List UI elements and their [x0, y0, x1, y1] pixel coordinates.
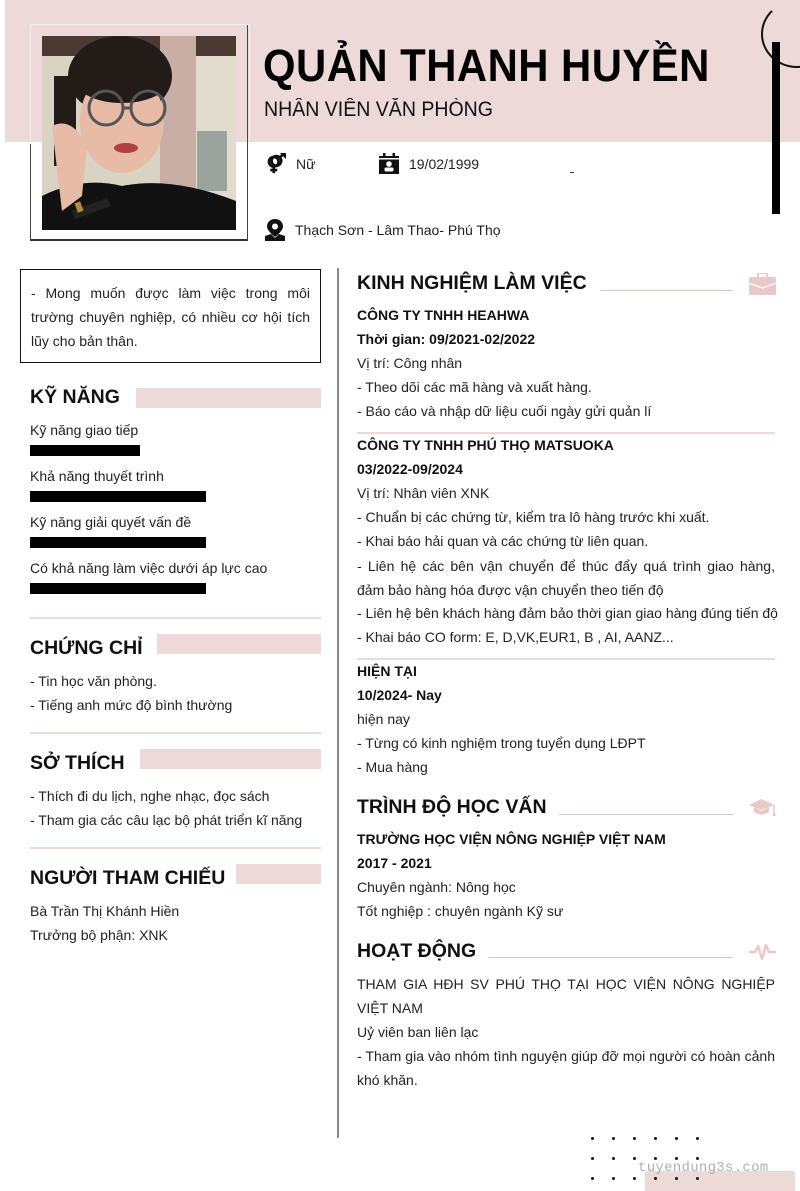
- dob-info: [379, 153, 479, 174]
- heartbeat-icon: [749, 942, 776, 962]
- column-divider: [337, 268, 339, 1138]
- hobby-item: - Thích đi du lịch, nghe nhạc, đọc sách: [30, 788, 270, 804]
- job-duty: - Liên hệ các bên vận chuyển để thúc đẩy quá trình giao hàng, đảm bảo hàng hóa được vận chuyển theo tiến độ: [357, 558, 775, 598]
- references-title: NGƯỜI THAM CHIẾU: [30, 867, 226, 889]
- certificates-title-bar: [157, 634, 321, 654]
- section-separator: [30, 847, 321, 849]
- company-name: CÔNG TY TNHH HEAHWA: [357, 307, 530, 323]
- education-title-line: [559, 814, 733, 815]
- gender-icon: [265, 153, 286, 174]
- skill-label: Khả năng thuyết trình: [30, 468, 164, 484]
- skill-level-bar: [30, 537, 206, 548]
- skill-label: Kỹ năng giải quyết vấn đề: [30, 514, 192, 530]
- skill-label: Có khả năng làm việc dưới áp lực cao: [30, 560, 268, 576]
- education-major: Chuyên ngành: Nông học: [357, 879, 516, 895]
- education-degree: Tốt nghiệp : chuyên ngành Kỹ sư: [357, 903, 564, 919]
- activities-title: HOẠT ĐỘNG: [357, 940, 477, 962]
- job-duty: - Báo cáo và nhập dữ liệu cuối ngày gửi quản lí: [357, 403, 652, 419]
- gender-info: [265, 153, 315, 174]
- graduation-cap-icon: [749, 798, 776, 818]
- gender-value: Nữ: [296, 155, 316, 172]
- certificates-title: CHỨNG CHỈ: [30, 637, 143, 659]
- job-position: Vị trí: Công nhân: [357, 355, 463, 371]
- job-duty: - Mua hàng: [357, 759, 428, 775]
- profile-photo: [42, 36, 236, 230]
- info-separator: [570, 172, 574, 173]
- job-position: Vị trí: Nhân viên XNK: [357, 485, 490, 501]
- calendar-user-icon: [379, 153, 399, 174]
- candidate-name: QUẢN THANH HUYỀN: [263, 40, 710, 91]
- job-duty: - Khai báo CO form: E, D,VK,EUR1, B , AI, AANZ...: [357, 629, 674, 645]
- reference-position: Trưởng bộ phận: XNK: [30, 927, 168, 943]
- section-separator: [30, 732, 321, 734]
- job-duty: - Theo dõi các mã hàng và xuất hàng.: [357, 379, 592, 395]
- skill-level-bar: [30, 445, 140, 456]
- activity-detail: - Tham gia vào nhóm tình nguyện giúp đỡ mọi người có hoàn cảnh khó khăn.: [357, 1048, 775, 1088]
- hobby-item: - Tham gia các câu lạc bộ phát triển kĩ năng: [30, 812, 303, 828]
- references-title-bar: [236, 864, 321, 884]
- job-period: Thời gian: 09/2021-02/2022: [357, 331, 536, 347]
- address-value: Thạch Sơn - Lâm Thao- Phú Thọ: [295, 222, 501, 238]
- watermark: tuyendung3s.com: [638, 1160, 769, 1176]
- experience-title: KINH NGHIỆM LÀM VIỆC: [357, 272, 587, 294]
- activity-role: Uỷ viên ban liên lạc: [357, 1024, 479, 1040]
- job-period: 03/2022-09/2024: [357, 461, 463, 477]
- skills-title-bar: [136, 388, 321, 408]
- dob-value: 19/02/1999: [409, 155, 480, 172]
- skill-level-bar: [30, 491, 206, 502]
- decorative-bar: [772, 42, 780, 214]
- company-name: CÔNG TY TNHH PHÚ THỌ MATSUOKA: [357, 437, 614, 453]
- school-name: TRƯỜNG HỌC VIỆN NÔNG NGHIỆP VIỆT NAM: [357, 831, 666, 847]
- job-title: NHÂN VIÊN VĂN PHÒNG: [264, 98, 493, 121]
- job-duty: - Liên hệ bên khách hàng đảm bảo thời gian giao hàng đúng tiến độ: [357, 605, 778, 621]
- job-duty: - Khai báo hải quan và các chứng từ liên quan.: [357, 533, 649, 549]
- skill-level-bar: [30, 583, 206, 594]
- career-objective: - Mong muốn được làm việc trong môi trường chuyên nghiệp, có nhiều cơ hội tích lũy cho bản thân.: [20, 269, 321, 363]
- job-position: hiện nay: [357, 711, 410, 727]
- job-duty: - Chuẩn bị các chứng từ, kiểm tra lô hàng trước khi xuất.: [357, 509, 710, 525]
- hobbies-title: SỞ THÍCH: [30, 752, 125, 774]
- experience-title-line: [600, 290, 733, 291]
- section-separator: [30, 617, 321, 619]
- activities-title-line: [488, 957, 733, 958]
- company-name: HIỆN TẠI: [357, 663, 417, 679]
- job-duty: - Từng có kinh nghiệm trong tuyển dụng LĐPT: [357, 735, 646, 751]
- job-separator: [357, 658, 775, 660]
- skills-title: KỸ NĂNG: [30, 386, 120, 408]
- education-title: TRÌNH ĐỘ HỌC VẤN: [357, 796, 547, 818]
- certificate-item: - Tin học văn phòng.: [30, 673, 157, 689]
- education-period: 2017 - 2021: [357, 855, 432, 871]
- activity-organization: THAM GIA HĐH SV PHÚ THỌ TẠI HỌC VIỆN NÔNG NGHIỆP VIỆT NAM: [357, 976, 775, 1016]
- map-pin-icon: [265, 219, 285, 241]
- job-separator: [357, 432, 775, 434]
- certificate-item: - Tiếng anh mức độ bình thường: [30, 697, 233, 713]
- briefcase-icon: [749, 273, 776, 295]
- job-period: 10/2024- Nay: [357, 687, 442, 703]
- hobbies-title-bar: [140, 749, 321, 769]
- reference-name: Bà Trần Thị Khánh Hiền: [30, 903, 180, 919]
- skill-label: Kỹ năng giao tiếp: [30, 422, 139, 438]
- address-info: [265, 219, 501, 241]
